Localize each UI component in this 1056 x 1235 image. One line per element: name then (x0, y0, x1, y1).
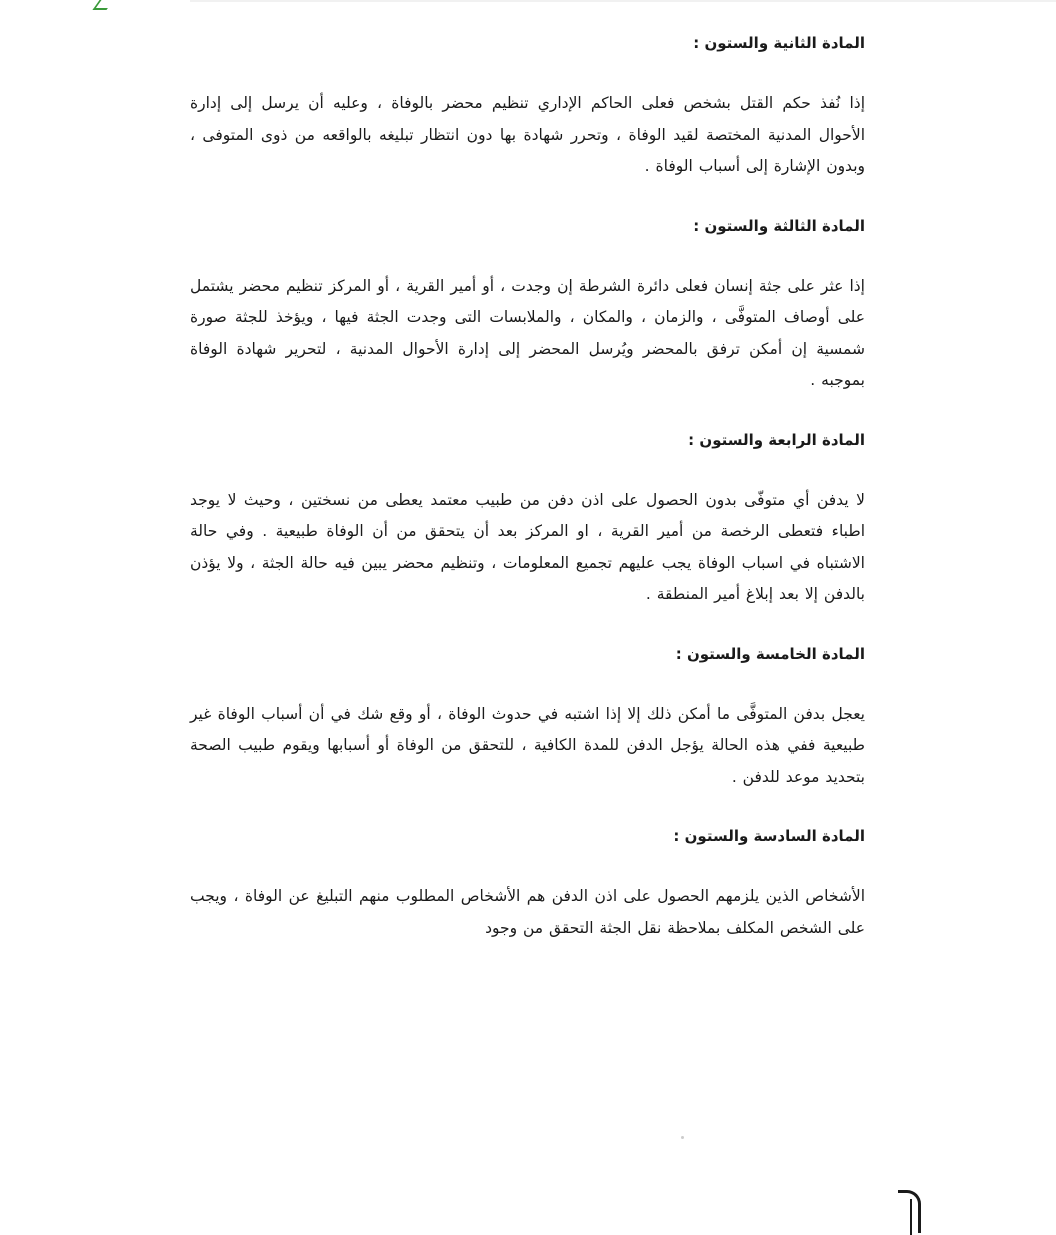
article-heading: المادة السادسة والستون : (673, 827, 865, 845)
article-body: إذا نُفذ حكم القتل بشخص فعلى الحاكم الإداري تنظيم محضر بالوفاة ، وعليه أن يرسل إلى إدارة الأحوال المدنية المختصة لقيد الوفاة ، وتحرر شهادة بها دون انتظار تبليغه بالواقعه من ذوى المتوفى ، وبدون الإشارة إلى أسباب الوفاة . (190, 94, 865, 175)
article-heading: المادة الرابعة والستون : (688, 430, 865, 449)
scan-speck (681, 1136, 684, 1139)
article-66 (190, 821, 865, 944)
article-65 (190, 639, 865, 822)
article-body: لا يدفن أي متوفّى بدون الحصول على اذن دفن من طبيب معتمد يعطى من نسختين ، وحيث لا يوجد اطباء فتعطى الرخصة من أمير القرية ، او المركز بعد أن يتحقق من أن الوفاة طبيعية . وفي حالة الاشتباه في اسباب الوفاة يجب عليهم تجميع المعلومات ، وتنظيم محضر يبين فيه حالة الجثة ، ولا يؤذن بالدفن إلا بعد إبلاغ أمير المنطقة . (190, 490, 865, 603)
document-content (190, 28, 865, 944)
article-heading: المادة الثانية والستون : (693, 34, 865, 52)
article-body: الأشخاص الذين يلزمهم الحصول على اذن الدفن هم الأشخاص المطلوب منهم التبليغ عن الوفاة ، ويجب على الشخص المكلف بملاحظة نقل الجثة التحقق من وجود (190, 887, 865, 937)
article-heading: المادة الخامسة والستون : (675, 644, 865, 663)
article-heading: المادة الثالثة والستون : (693, 216, 865, 235)
binding-clip-mark (898, 1190, 921, 1233)
article-62 (190, 28, 865, 211)
article-64 (190, 425, 865, 639)
top-edge-rule (190, 0, 1056, 2)
article-body: يعجل بدفن المتوفَّى ما أمكن ذلك إلا إذا اشتبه في حدوث الوفاة ، أو وقع شك في أن أسباب الوفاة غير طبيعية ففي هذه الحالة يؤجل الدفن للمدة الكافية ، للتحقق من الوفاة أو أسبابها ويقوم طبيب الصحة بتحديد موعد للدفن . (190, 704, 865, 786)
corner-check-mark (92, 0, 113, 10)
article-63 (190, 211, 865, 425)
article-body: إذا عثر على جثة إنسان فعلى دائرة الشرطة إن وجدت ، أو أمير القرية ، أو المركز تنظيم محضر يشتمل على أوصاف المتوفَّى ، والزمان ، والمكان ، والملابسات التى وجدت الجثة فيها ، ويؤخذ للجثة صورة شمسية إن أمكن ترفق بالمحضر ويُرسل المحضر إلى إدارة الأحوال المدنية ، لتحرير شهادة الوفاة بموجبه . (190, 276, 865, 389)
